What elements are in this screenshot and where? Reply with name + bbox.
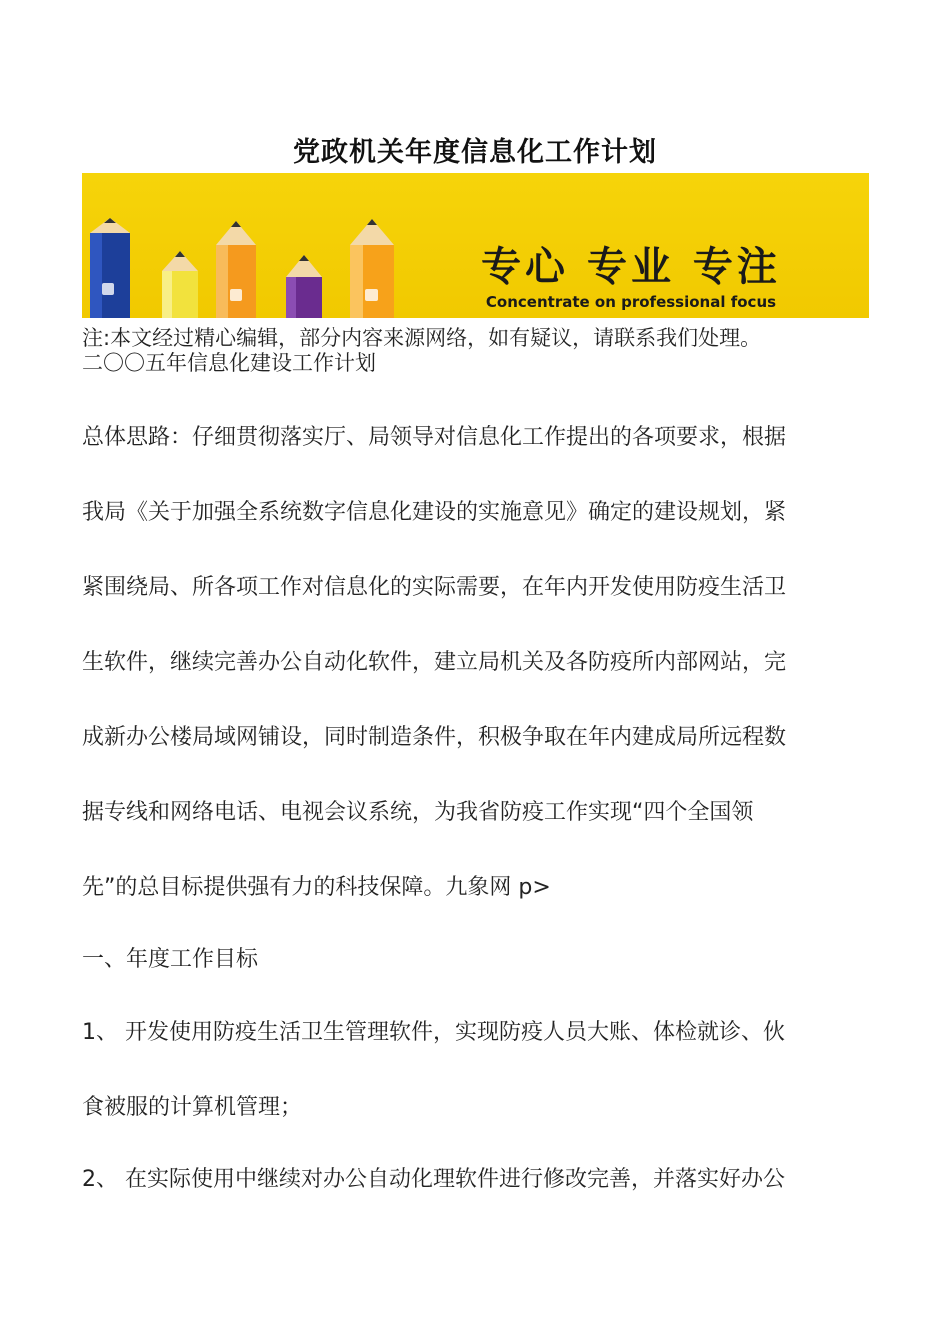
pencil-icon <box>350 219 394 318</box>
banner-image <box>82 173 869 318</box>
paragraph-line: 先”的总目标提供强有力的科技保障。九象网 p> <box>82 875 551 900</box>
section-heading: 一、年度工作目标 <box>82 947 259 972</box>
paragraph-line: 紧围绕局、所各项工作对信息化的实际需要，在年内开发使用防疫生活卫 <box>82 575 787 600</box>
pencil-icon <box>90 218 130 318</box>
list-item: 2、 在实际使用中继续对办公自动化理软件进行修改完善，并落实好办公 <box>82 1167 785 1192</box>
list-item-continuation: 食被服的计算机管理； <box>82 1095 303 1120</box>
paragraph-line: 据专线和网络电话、电视会议系统，为我省防疫工作实现“四个全国领 <box>82 800 754 825</box>
paragraph-line: 总体思路：仔细贯彻落实厅、局领导对信息化工作提出的各项要求，根据 <box>82 425 787 450</box>
paragraph-line: 成新办公楼局域网铺设，同时制造条件，积极争取在年内建成局所远程数 <box>82 725 787 750</box>
document-subtitle: 二〇〇五年信息化建设工作计划 <box>82 351 376 375</box>
document-title: 党政机关年度信息化工作计划 <box>293 137 657 168</box>
editor-note: 注:本文经过精心编辑，部分内容来源网络，如有疑议，请联系我们处理。 <box>82 326 762 350</box>
paragraph-line: 生软件，继续完善办公自动化软件，建立局机关及各防疫所内部网站，完 <box>82 650 787 675</box>
banner-slogan: 专心 专业 专注 <box>481 244 781 290</box>
pencil-icon <box>162 251 198 318</box>
pencil-icon <box>216 221 256 318</box>
pencil-icon <box>286 255 322 318</box>
paragraph-line: 我局《关于加强全系统数字信息化建设的实施意见》确定的建设规划，紧 <box>82 500 787 525</box>
list-item: 1、 开发使用防疫生活卫生管理软件，实现防疫人员大账、体检就诊、伙 <box>82 1020 785 1045</box>
banner-slogan-english: Concentrate on professional focus <box>485 293 777 311</box>
